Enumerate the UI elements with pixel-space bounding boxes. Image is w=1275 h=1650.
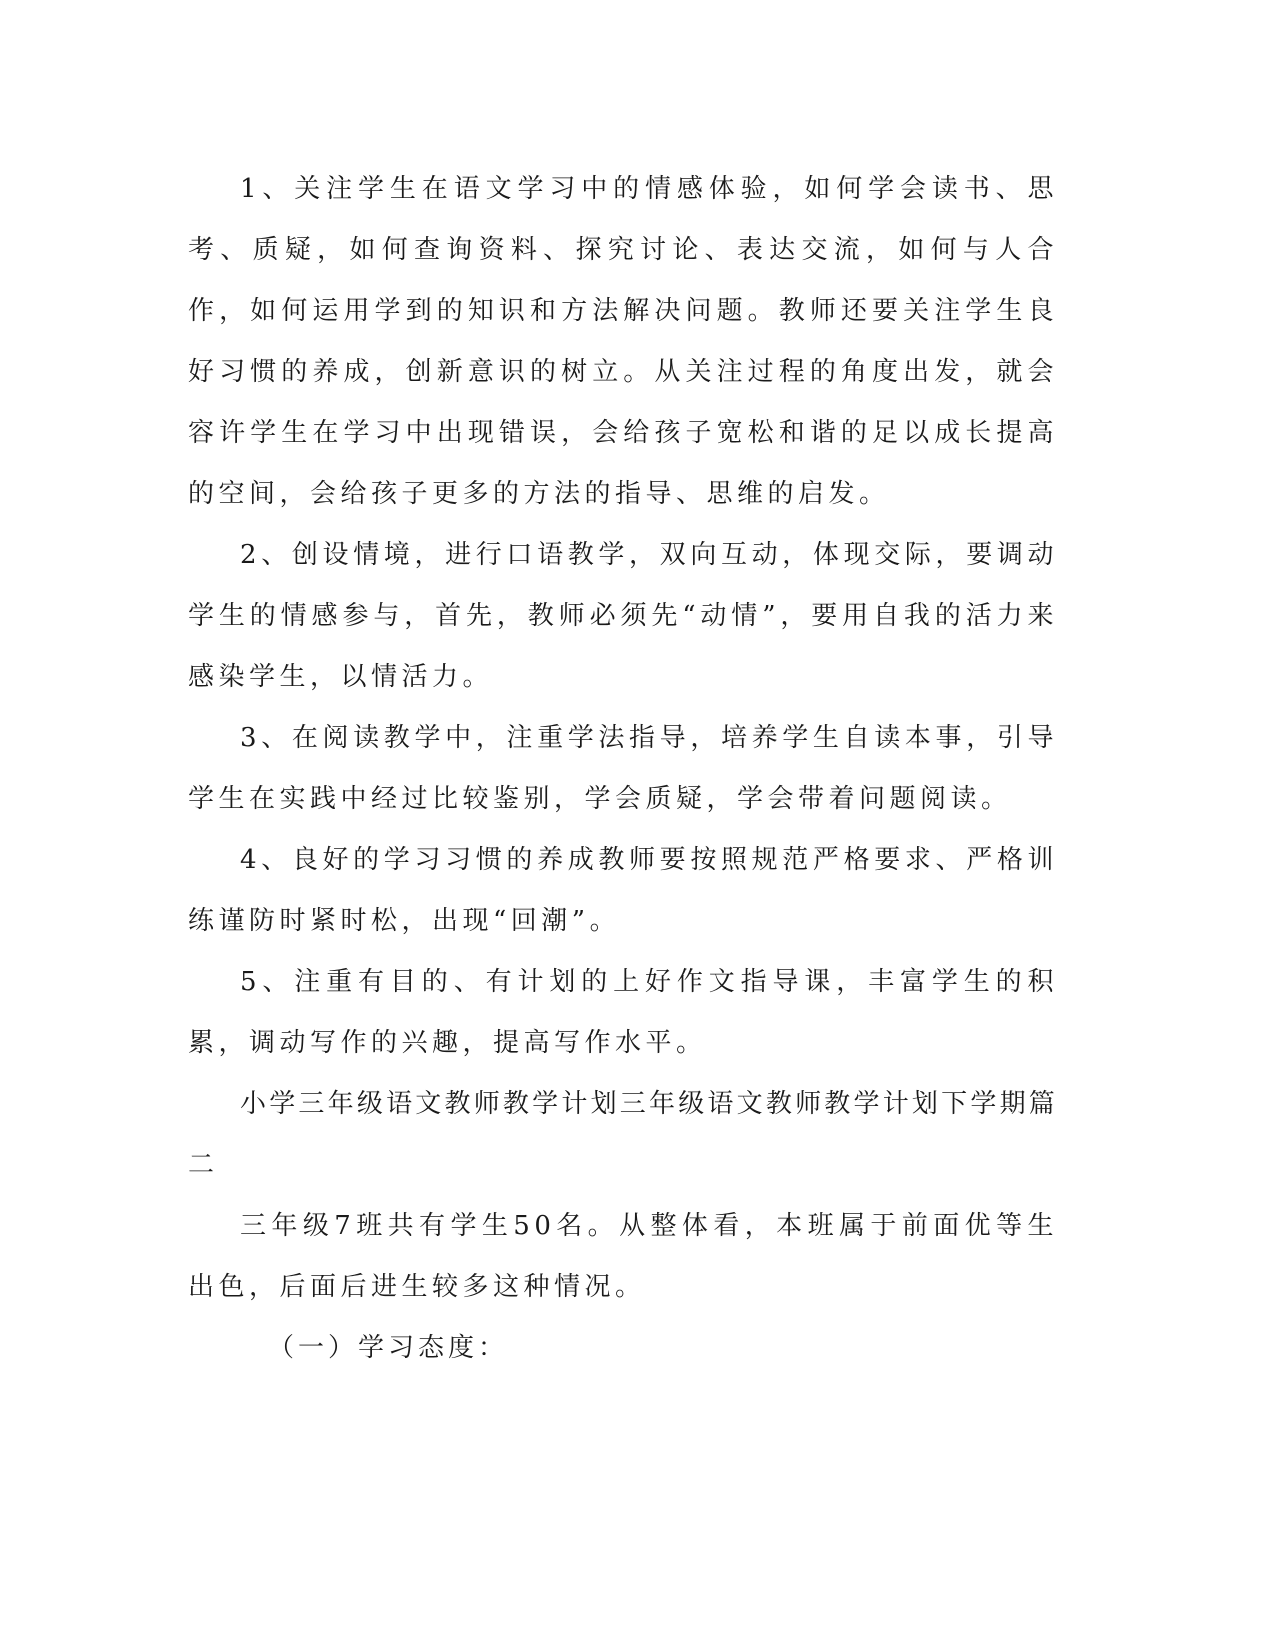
paragraph-3: 3、在阅读教学中，注重学法指导，培养学生自读本事，引导学生在实践中经过比较鉴别，学会质疑，学会带着问题阅读。 [188,723,1058,814]
paragraph-1: 1、关注学生在语文学习中的情感体验，如何学会读书、思考、质疑，如何查询资料、探究讨论、表达交流，如何与人合作，如何运用学到的知识和方法解决问题。教师还要关注学生良好习惯的养成，创新意识的树立。从关注过程的角度出发，就会容许学生在学习中出现错误，会给孩子宽松和谐的足以成长提高的空间，会给孩子更多的方法的指导、思维的启发。 [188,174,1058,509]
paragraph-class-overview: 三年级7班共有学生50名。从整体看，本班属于前面优等生出色，后面后进生较多这种情况。 [188,1211,1058,1302]
paragraph-4: 4、良好的学习习惯的养成教师要按照规范严格要求、严格训练谨防时紧时松，出现“回潮”。 [188,845,1058,936]
paragraph-2: 2、创设情境，进行口语教学，双向互动，体现交际，要调动学生的情感参与，首先，教师必须先“动情”，要用自我的活力来感染学生，以情活力。 [188,540,1058,692]
document-body [188,159,1058,1379]
section-title: 小学三年级语文教师教学计划三年级语文教师教学计划下学期篇二 [188,1089,1058,1180]
paragraph-5: 5、注重有目的、有计划的上好作文指导课，丰富学生的积累，调动写作的兴趣，提高写作水平。 [188,967,1058,1058]
subheading-learning-attitude: （一）学习态度： [268,1333,509,1363]
